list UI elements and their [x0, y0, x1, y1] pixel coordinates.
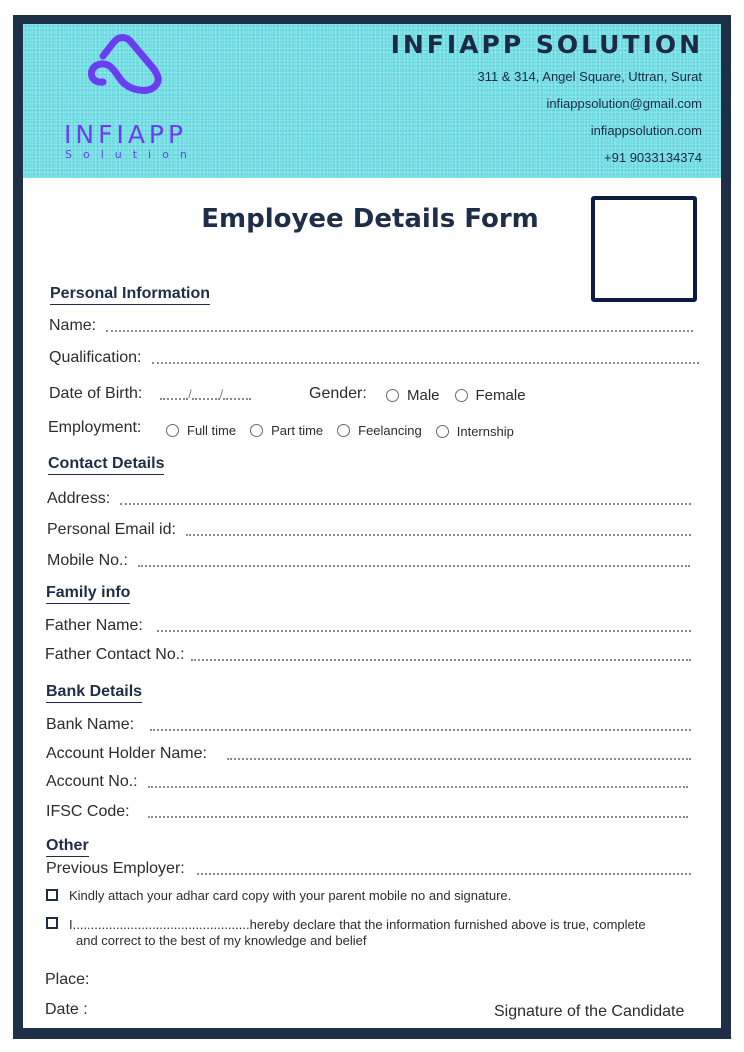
- bank-name-field[interactable]: [46, 716, 691, 734]
- email-label: Personal Email id:: [47, 521, 176, 538]
- gender-label: Gender:: [309, 385, 367, 402]
- employment-option-full-time[interactable]: Full time: [166, 423, 236, 438]
- section-bank-details: Bank Details: [46, 683, 142, 703]
- letterhead: [23, 24, 721, 178]
- adhar-instruction: Kindly attach your adhar card copy with your parent mobile no and signature.: [69, 888, 512, 903]
- dob-field[interactable]: [49, 385, 251, 403]
- previous-employer-label: Previous Employer:: [46, 860, 185, 877]
- radio-icon[interactable]: [337, 424, 350, 437]
- place-field[interactable]: [45, 971, 89, 989]
- ifsc-field[interactable]: [46, 803, 688, 821]
- father-name-input-line[interactable]: [157, 630, 691, 632]
- logo-wordmark: INFIAPP: [64, 120, 188, 149]
- previous-employer-field[interactable]: [46, 860, 691, 878]
- date-label: Date :: [45, 1001, 88, 1018]
- bank-name-input-line[interactable]: [150, 729, 691, 731]
- employment-option-internship[interactable]: Internship: [436, 424, 514, 439]
- father-name-label: Father Name:: [45, 617, 143, 634]
- infiapp-logo-icon: [81, 32, 165, 104]
- employment-option-part-time[interactable]: Part time: [250, 423, 323, 438]
- photo-placeholder[interactable]: [591, 196, 697, 302]
- qualification-label: Qualification:: [49, 349, 142, 366]
- section-family-info: Family info: [46, 584, 130, 604]
- name-input-line[interactable]: [106, 330, 693, 332]
- mobile-label: Mobile No.:: [47, 552, 128, 569]
- ifsc-label: IFSC Code:: [46, 803, 130, 820]
- gender-option-female[interactable]: Female: [455, 387, 526, 404]
- mobile-field[interactable]: [47, 552, 690, 570]
- address-label: Address:: [47, 490, 111, 507]
- father-name-field[interactable]: [45, 617, 691, 635]
- company-address: 311 & 314, Angel Square, Uttran, Surat: [477, 69, 702, 84]
- employment-option-freelancing[interactable]: Feelancing: [337, 423, 422, 438]
- declaration-checkbox[interactable]: [46, 917, 58, 929]
- email-field[interactable]: [47, 521, 691, 539]
- declaration-text-line2: and correct to the best of my knowledge and belief: [76, 933, 367, 948]
- gender-option-male[interactable]: Male: [386, 387, 440, 404]
- radio-icon[interactable]: [436, 425, 449, 438]
- gender-label-wrap: [309, 385, 367, 403]
- father-contact-field[interactable]: [45, 646, 691, 664]
- father-contact-input-line[interactable]: [191, 659, 691, 661]
- father-contact-label: Father Contact No.:: [45, 646, 185, 663]
- declaration-text-line1: I.................................................hereby declare that the information furnished above is true, complete: [69, 917, 646, 932]
- employment-radio-group: [166, 421, 528, 439]
- dob-separator: /: [188, 387, 192, 401]
- section-contact-details: Contact Details: [48, 455, 164, 475]
- form-title: Employee Details Form: [201, 204, 539, 234]
- bank-name-label: Bank Name:: [46, 716, 135, 733]
- radio-icon[interactable]: [250, 424, 263, 437]
- gender-radio-group: [386, 387, 540, 404]
- name-label: Name:: [49, 317, 97, 334]
- place-label: Place:: [45, 971, 90, 988]
- employment-label-wrap: [48, 419, 141, 437]
- email-input-line[interactable]: [186, 534, 691, 536]
- date-field[interactable]: [45, 1001, 88, 1019]
- radio-icon[interactable]: [386, 389, 399, 402]
- account-number-input-line[interactable]: [148, 786, 688, 788]
- name-field[interactable]: [49, 317, 693, 335]
- adhar-checkbox[interactable]: [46, 889, 58, 901]
- address-field[interactable]: [47, 490, 691, 508]
- logo-subtitle: Solution: [65, 148, 198, 161]
- account-number-label: Account No.:: [46, 773, 138, 790]
- radio-icon[interactable]: [166, 424, 179, 437]
- dob-input[interactable]: [160, 385, 251, 403]
- previous-employer-input-line[interactable]: [197, 873, 691, 875]
- qualification-field[interactable]: [49, 349, 699, 367]
- company-website: infiappsolution.com: [590, 123, 702, 138]
- company-phone: +91 9033134374: [604, 150, 702, 165]
- company-name: INFIAPP SOLUTION: [390, 30, 703, 59]
- mobile-input-line[interactable]: [138, 565, 690, 567]
- account-holder-input-line[interactable]: [227, 758, 691, 760]
- radio-icon[interactable]: [455, 389, 468, 402]
- account-holder-field[interactable]: [46, 745, 691, 763]
- qualification-input-line[interactable]: [152, 362, 700, 364]
- account-number-field[interactable]: [46, 773, 688, 791]
- dob-separator: /: [219, 387, 224, 401]
- ifsc-input-line[interactable]: [148, 816, 688, 818]
- employment-label: Employment:: [48, 419, 142, 436]
- section-personal-information: Personal Information: [50, 285, 210, 305]
- account-holder-label: Account Holder Name:: [46, 745, 207, 762]
- signature-field[interactable]: [494, 1003, 684, 1021]
- section-other: Other: [46, 837, 89, 857]
- form-page: [23, 24, 721, 1028]
- dob-label: Date of Birth:: [49, 385, 143, 402]
- signature-label: Signature of the Candidate: [494, 1003, 685, 1020]
- company-email: infiappsolution@gmail.com: [546, 96, 702, 111]
- address-input-line[interactable]: [120, 503, 691, 505]
